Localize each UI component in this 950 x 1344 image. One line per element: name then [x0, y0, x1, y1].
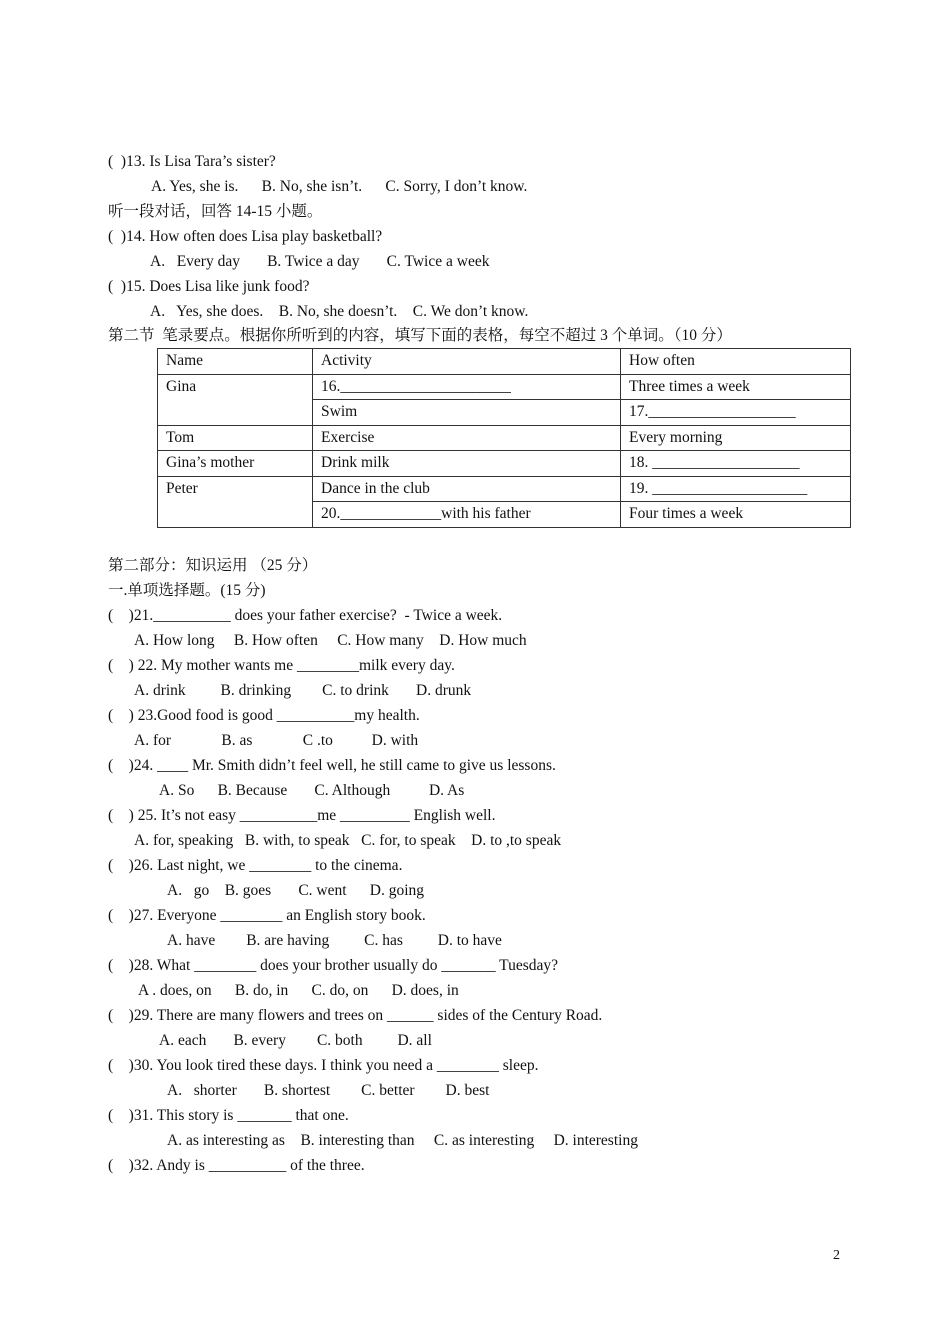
- line-q28: ( )28. What ________ does your brother usually do _______ Tuesday?: [108, 957, 559, 974]
- table-row: [158, 425, 851, 451]
- line-q22: ( ) 22. My mother wants me ________milk every day.: [108, 657, 455, 674]
- table-cell: Tom: [158, 425, 313, 451]
- table-cell: Every morning: [621, 425, 851, 451]
- note-taking-table: [157, 348, 851, 528]
- table-cell: Drink milk: [313, 451, 621, 477]
- table-cell: 18. ___________________: [621, 451, 851, 477]
- table-cell: Swim: [313, 400, 621, 426]
- table-header-row: [158, 349, 851, 375]
- table-cell: Gina’s mother: [158, 451, 313, 477]
- table-cell: 19. ____________________: [621, 476, 851, 502]
- line-q13-options: A. Yes, she is. B. No, she isn’t. C. Sorry, I don’t know.: [151, 178, 528, 195]
- line-q32: ( )32. Andy is __________ of the three.: [108, 1157, 365, 1174]
- line-q21-options: A. How long B. How often C. How many D. How much: [134, 632, 527, 649]
- table-header-cell: Name: [158, 349, 313, 375]
- line-q13: ( )13. Is Lisa Tara’s sister?: [108, 153, 276, 170]
- line-q15: ( )15. Does Lisa like junk food?: [108, 278, 310, 295]
- table-cell: Three times a week: [621, 374, 851, 400]
- line-q26: ( )26. Last night, we ________ to the cinema.: [108, 857, 403, 874]
- table-cell: Gina: [158, 374, 313, 425]
- table-cell: 17.___________________: [621, 400, 851, 426]
- line-q14: ( )14. How often does Lisa play basketball?: [108, 228, 383, 245]
- line-q23: ( ) 23.Good food is good __________my health.: [108, 707, 420, 724]
- line-q26-options: A. go B. goes C. went D. going: [167, 882, 425, 899]
- line-q30-options: A. shorter B. shortest C. better D. best: [167, 1082, 490, 1099]
- line-q25: ( ) 25. It’s not easy __________me _________ English well.: [108, 807, 496, 824]
- line-q30: ( )30. You look tired these days. I think you need a ________ sleep.: [108, 1057, 539, 1074]
- line-listen-14-15: 听一段对话，回答 14-15 小题。: [108, 203, 323, 220]
- line-q27-options: A. have B. are having C. has D. to have: [167, 932, 502, 949]
- table-row: [158, 451, 851, 477]
- line-q27: ( )27. Everyone ________ an English story book.: [108, 907, 426, 924]
- line-q21: ( )21.__________ does your father exercise? - Twice a week.: [108, 607, 503, 624]
- line-q23-options: A. for B. as C .to D. with: [134, 732, 419, 749]
- single-choice-heading: 一.单项选择题。(15 分): [108, 582, 266, 599]
- line-q14-options: A. Every day B. Twice a day C. Twice a week: [150, 253, 490, 270]
- line-q24: ( )24. ____ Mr. Smith didn’t feel well, he still came to give us lessons.: [108, 757, 556, 774]
- line-q25-options: A. for, speaking B. with, to speak C. for, to speak D. to ,to speak: [134, 832, 562, 849]
- table-header-cell: Activity: [313, 349, 621, 375]
- part-2-heading: 第二部分：知识运用 （25 分）: [108, 557, 318, 574]
- table-cell: 16.______________________: [313, 374, 621, 400]
- line-q31-options: A. as interesting as B. interesting than C. as interesting D. interesting: [167, 1132, 638, 1149]
- table-cell: Four times a week: [621, 502, 851, 528]
- table-row: [158, 476, 851, 502]
- line-q24-options: A. So B. Because C. Although D. As: [159, 782, 465, 799]
- line-q29-options: A. each B. every C. both D. all: [159, 1032, 432, 1049]
- table-cell: Dance in the club: [313, 476, 621, 502]
- line-q31: ( )31. This story is _______ that one.: [108, 1107, 349, 1124]
- line-q15-options: A. Yes, she does. B. No, she doesn’t. C. We don’t know.: [150, 303, 529, 320]
- table-cell: Exercise: [313, 425, 621, 451]
- line-q28-options: A . does, on B. do, in C. do, on D. does, in: [138, 982, 459, 999]
- line-q29: ( )29. There are many flowers and trees on ______ sides of the Century Road.: [108, 1007, 603, 1024]
- table-cell: Peter: [158, 476, 313, 527]
- table-header-cell: How often: [621, 349, 851, 375]
- table-row: [158, 374, 851, 400]
- line-q22-options: A. drink B. drinking C. to drink D. drunk: [134, 682, 472, 699]
- table-cell: 20._____________with his father: [313, 502, 621, 528]
- section-2-heading: 第二节 笔录要点。根据你所听到的内容，填写下面的表格，每空不超过 3 个单词。（10 分）: [108, 327, 732, 344]
- page-number: 2: [833, 1248, 840, 1263]
